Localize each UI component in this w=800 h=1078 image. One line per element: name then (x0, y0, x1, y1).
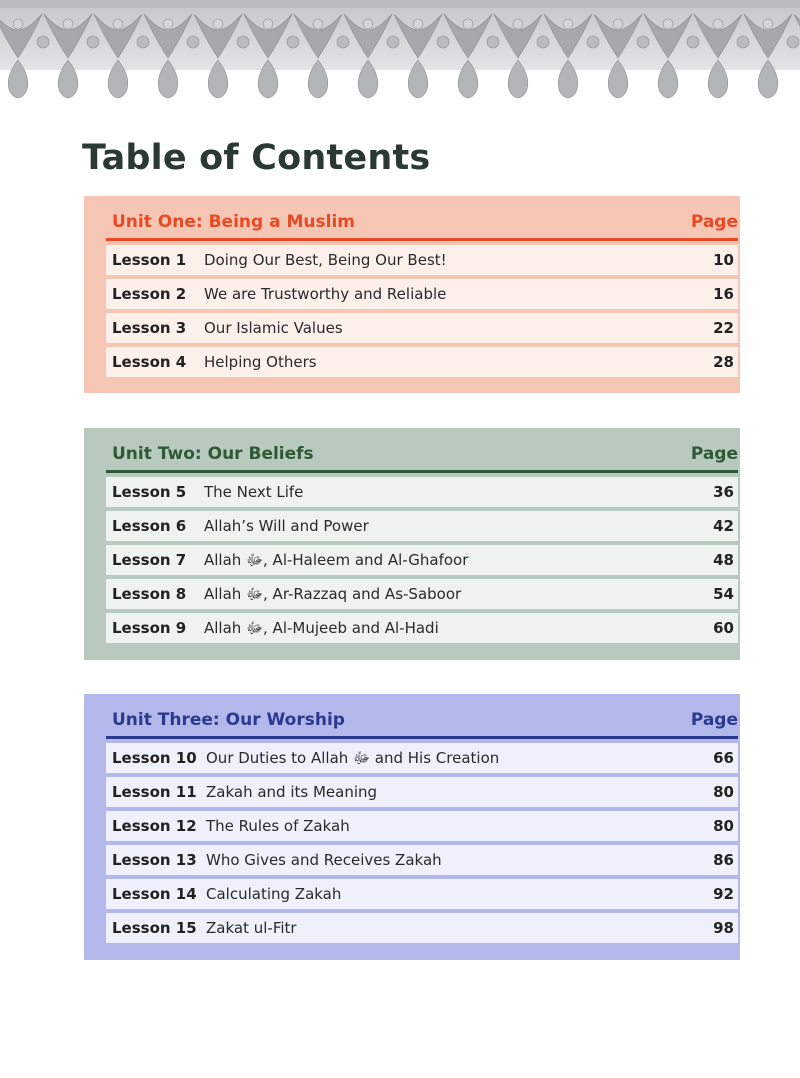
unit-title (112, 444, 314, 464)
lesson-row[interactable] (106, 743, 738, 773)
lesson-title: Allah ﷻ, Al-Mujeeb and Al-Hadi (204, 619, 439, 637)
lesson-title: Doing Our Best, Being Our Best! (204, 251, 447, 269)
lesson-list (106, 245, 738, 377)
page-column-label: Page (690, 444, 738, 464)
lesson-title: Allah ﷻ, Ar-Razzaq and As-Saboor (204, 585, 462, 603)
lesson-number: Lesson 3 (112, 319, 187, 337)
lesson-row[interactable] (106, 811, 738, 841)
lesson-page: 60 (713, 619, 734, 637)
unit-three-section (84, 694, 740, 960)
unit-header (106, 210, 738, 241)
lesson-number: Lesson 10 (112, 749, 197, 767)
lesson-number: Lesson 1 (112, 251, 187, 269)
unit-header (106, 442, 738, 473)
lesson-title: Calculating Zakah (206, 885, 342, 903)
lesson-list (106, 743, 738, 943)
lesson-row[interactable] (106, 777, 738, 807)
unit-one-section (84, 196, 740, 393)
lesson-row[interactable] (106, 545, 738, 575)
unit-two-section (84, 428, 740, 660)
lesson-row[interactable] (106, 245, 738, 275)
unit-prefix: Unit Two: (112, 444, 202, 464)
lesson-row[interactable] (106, 511, 738, 541)
lesson-row[interactable] (106, 613, 738, 643)
lesson-row[interactable] (106, 347, 738, 377)
lesson-page: 10 (713, 251, 734, 269)
lesson-row[interactable] (106, 279, 738, 309)
lesson-page: 22 (713, 319, 734, 337)
lesson-row[interactable] (106, 913, 738, 943)
lesson-page: 80 (713, 783, 734, 801)
lesson-title: Helping Others (204, 353, 317, 371)
page-column-label: Page (690, 212, 738, 232)
lesson-title: Allah ﷻ, Al-Haleem and Al-Ghafoor (204, 551, 469, 569)
lesson-page: 54 (713, 585, 734, 603)
lesson-number: Lesson 6 (112, 517, 187, 535)
lesson-number: Lesson 15 (112, 919, 197, 937)
lesson-title: Our Islamic Values (204, 319, 343, 337)
lesson-number: Lesson 11 (112, 783, 197, 801)
lesson-title: Allah’s Will and Power (204, 517, 369, 535)
page-title: Table of Contents (82, 138, 431, 178)
unit-name: Being a Muslim (208, 212, 355, 232)
lesson-row[interactable] (106, 313, 738, 343)
lesson-page: 66 (713, 749, 734, 767)
page-column-label: Page (690, 710, 738, 730)
lesson-page: 80 (713, 817, 734, 835)
lesson-number: Lesson 9 (112, 619, 187, 637)
lesson-number: Lesson 5 (112, 483, 187, 501)
lesson-row[interactable] (106, 579, 738, 609)
lesson-title: Who Gives and Receives Zakah (206, 851, 442, 869)
lesson-list (106, 477, 738, 643)
lesson-number: Lesson 4 (112, 353, 187, 371)
unit-name: Our Beliefs (207, 444, 314, 464)
lesson-title: Zakat ul-Fitr (206, 919, 297, 937)
ornamental-border (0, 0, 800, 118)
lesson-page: 16 (713, 285, 734, 303)
lesson-page: 92 (713, 885, 734, 903)
lesson-title: Our Duties to Allah ﷻ and His Creation (206, 749, 500, 767)
lesson-number: Lesson 7 (112, 551, 187, 569)
unit-name: Our Worship (225, 710, 345, 730)
lesson-page: 98 (713, 919, 734, 937)
lesson-page: 36 (713, 483, 734, 501)
lesson-number: Lesson 12 (112, 817, 197, 835)
lesson-row[interactable] (106, 477, 738, 507)
lesson-page: 28 (713, 353, 734, 371)
unit-title (112, 212, 355, 232)
lesson-title: The Next Life (204, 483, 304, 501)
lesson-title: We are Trustworthy and Reliable (204, 285, 447, 303)
unit-title (112, 710, 345, 730)
lesson-row[interactable] (106, 845, 738, 875)
lesson-row[interactable] (106, 879, 738, 909)
lesson-title: The Rules of Zakah (206, 817, 350, 835)
lesson-number: Lesson 8 (112, 585, 187, 603)
unit-header (106, 708, 738, 739)
lesson-number: Lesson 13 (112, 851, 197, 869)
lesson-title: Zakah and its Meaning (206, 783, 378, 801)
lesson-number: Lesson 14 (112, 885, 197, 903)
lesson-page: 48 (713, 551, 734, 569)
unit-prefix: Unit Three: (112, 710, 220, 730)
unit-prefix: Unit One: (112, 212, 203, 232)
lesson-page: 86 (713, 851, 734, 869)
lesson-page: 42 (713, 517, 734, 535)
lesson-number: Lesson 2 (112, 285, 187, 303)
